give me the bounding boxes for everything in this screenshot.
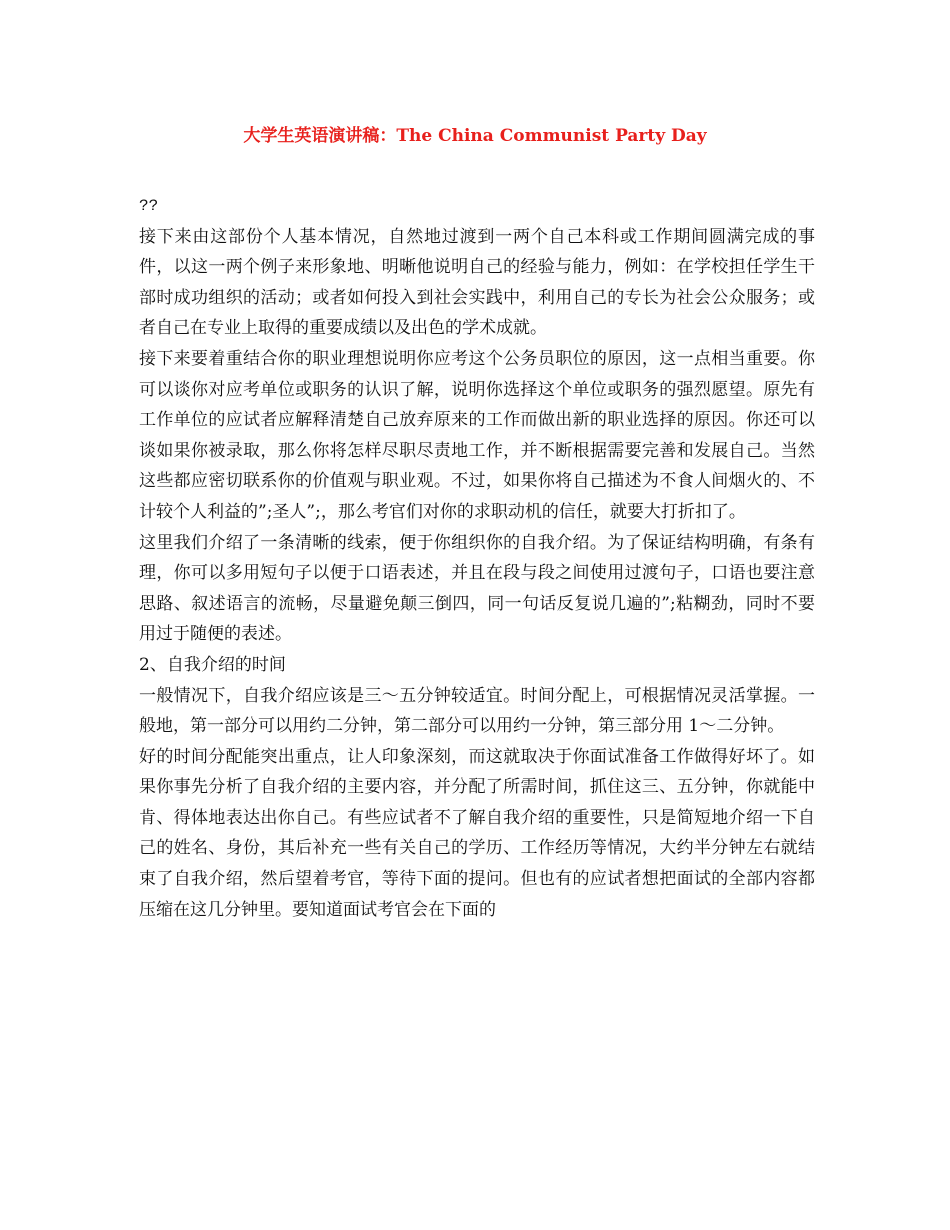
document-body bbox=[139, 191, 815, 925]
document-title: 大学生英语演讲稿：The China Communist Party Day bbox=[243, 126, 707, 146]
paragraph-marker: ?? bbox=[139, 197, 159, 215]
paragraph: 一般情况下，自我介绍应该是三～五分钟较适宜。时间分配上，可根据情况灵活掌握。一般地，第一部分可以用约二分钟，第二部分可以用约一分钟，第三部分用 1～二分钟。 bbox=[139, 685, 815, 737]
paragraph: 接下来要着重结合你的职业理想说明你应考这个公务员职位的原因，这一点相当重要。你可以谈你对应考单位或职务的认识了解，说明你选择这个单位或职务的强烈愿望。原先有工作单位的应试者应解释清楚自己放弃原来的工作而做出新的职业选择的原因。你还可以谈如果你被录取，那么你将怎样尽职尽责地工作，并不断根据需要完善和发展自己。当然这些都应密切联系你的价值观与职业观。不过，如果你将自己描述为不食人间烟火的、不计较个人利益的”;圣人”;，那么考官们对你的求职动机的信任，就要大打折扣了。 bbox=[139, 348, 815, 522]
paragraph: 这里我们介绍了一条清晰的线索，便于你组织你的自我介绍。为了保证结构明确，有条有理，你可以多用短句子以便于口语表述，并且在段与段之间使用过渡句子，口语也要注意思路、叙述语言的流畅，尽量避免颠三倒四，同一句话反复说几遍的”;粘糊劲，同时不要用过于随便的表述。 bbox=[139, 532, 815, 645]
section-heading: 2、自我介绍的时间 bbox=[139, 654, 286, 675]
paragraph: 接下来由这部份个人基本情况，自然地过渡到一两个自己本科或工作期间圆满完成的事件，以这一两个例子来形象地、明晰他说明自己的经验与能力，例如：在学校担任学生干部时成功组织的活动；或者如何投入到社会实践中，利用自己的专长为社会公众服务；或者自己在专业上取得的重要成绩以及出色的学术成就。 bbox=[139, 226, 815, 339]
paragraph: 好的时间分配能突出重点，让人印象深刻，而这就取决于你面试准备工作做得好坏了。如果你事先分析了自我介绍的主要内容，并分配了所需时间，抓住这三、五分钟，你就能中肯、得体地表达出你自己。有些应试者不了解自我介绍的重要性，只是简短地介绍一下自己的姓名、身份，其后补充一些有关自己的学历、工作经历等情况，大约半分钟左右就结束了自我介绍，然后望着考官，等待下面的提问。但也有的应试者想把面试的全部内容都压缩在这几分钟里。要知道面试考官会在下面的 bbox=[139, 746, 815, 920]
